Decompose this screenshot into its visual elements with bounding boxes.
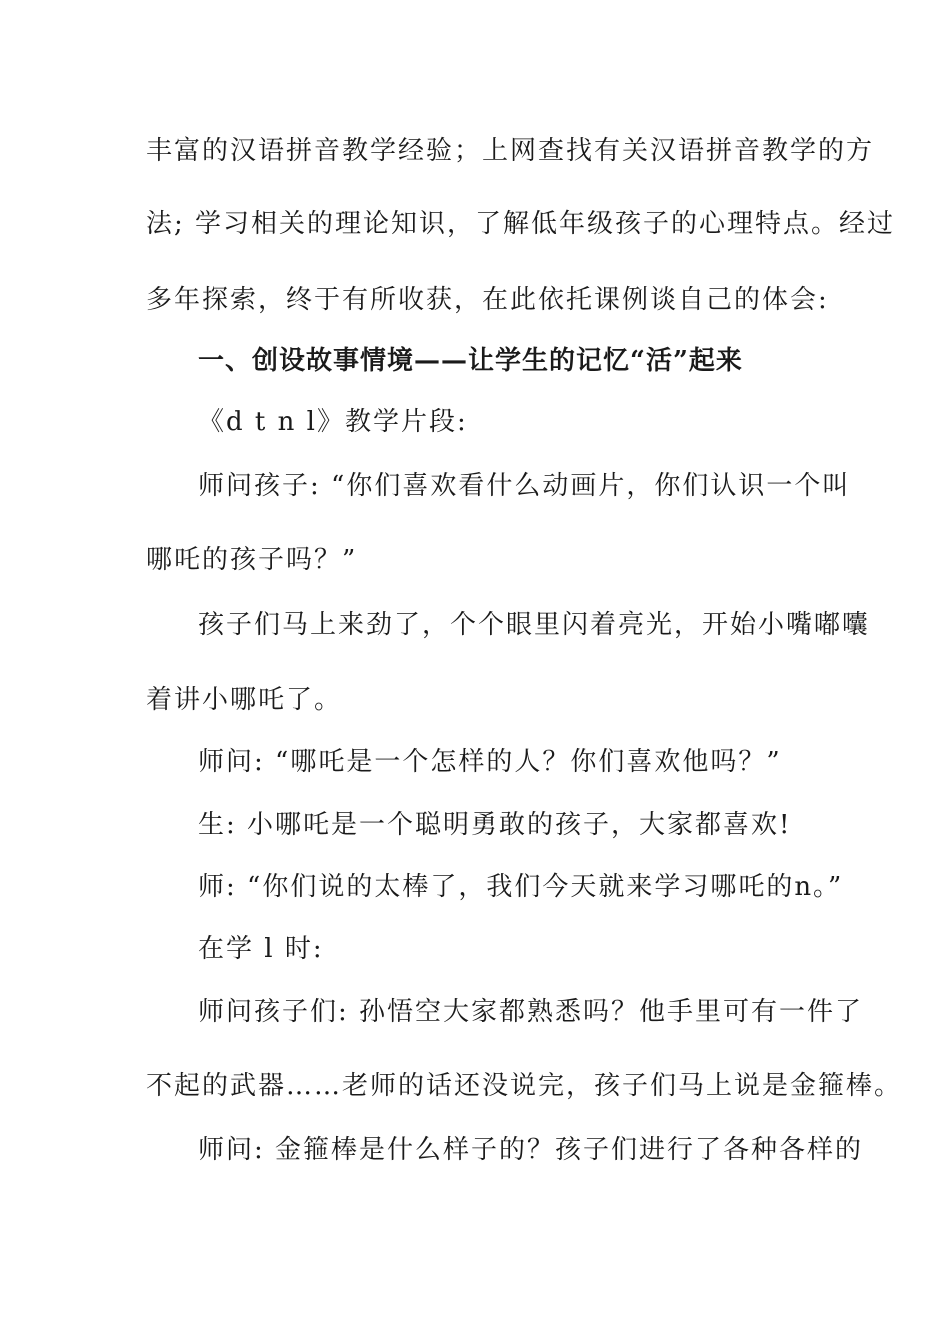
paragraph-line: 孩子们马上来劲了，个个眼里闪着亮光，开始小嘴嘟囔: [198, 610, 871, 640]
paragraph-line: 《d t n l》教学片段:: [198, 407, 468, 437]
paragraph-line: 师问: 金箍棒是什么样子的？孩子们进行了各种各样的: [198, 1135, 864, 1165]
paragraph-line: 师问孩子们: 孙悟空大家都熟悉吗？他手里可有一件了: [198, 997, 864, 1027]
paragraph-line: 多年探索，终于有所收获，在此依托课例谈自己的体会:: [146, 285, 829, 315]
paragraph-line: 丰富的汉语拼音教学经验；上网查找有关汉语拼音教学的方: [146, 136, 875, 166]
section-heading: 一、创设故事情境——让学生的记忆“活”起来: [198, 346, 743, 376]
paragraph-line: 不起的武器……老师的话还没说完，孩子们马上说是金箍棒。: [146, 1071, 903, 1101]
paragraph-line: 在学 l 时:: [198, 934, 324, 964]
paragraph-line: 着讲小哪吒了。: [146, 685, 343, 715]
paragraph-line: 法; 学习相关的理论知识，了解低年级孩子的心理特点。经过: [146, 209, 896, 239]
paragraph-line: 生: 小哪吒是一个聪明勇敢的孩子，大家都喜欢!: [198, 810, 792, 840]
paragraph-line: 师问: “哪吒是一个怎样的人？你们喜欢他吗？”: [198, 747, 782, 777]
paragraph-line: 哪吒的孩子吗？”: [146, 545, 358, 575]
paragraph-line: 师: “你们说的太棒了，我们今天就来学习哪吒的n。”: [198, 872, 844, 902]
paragraph-line: 师问孩子: “你们喜欢看什么动画片，你们认识一个叫: [198, 471, 851, 501]
